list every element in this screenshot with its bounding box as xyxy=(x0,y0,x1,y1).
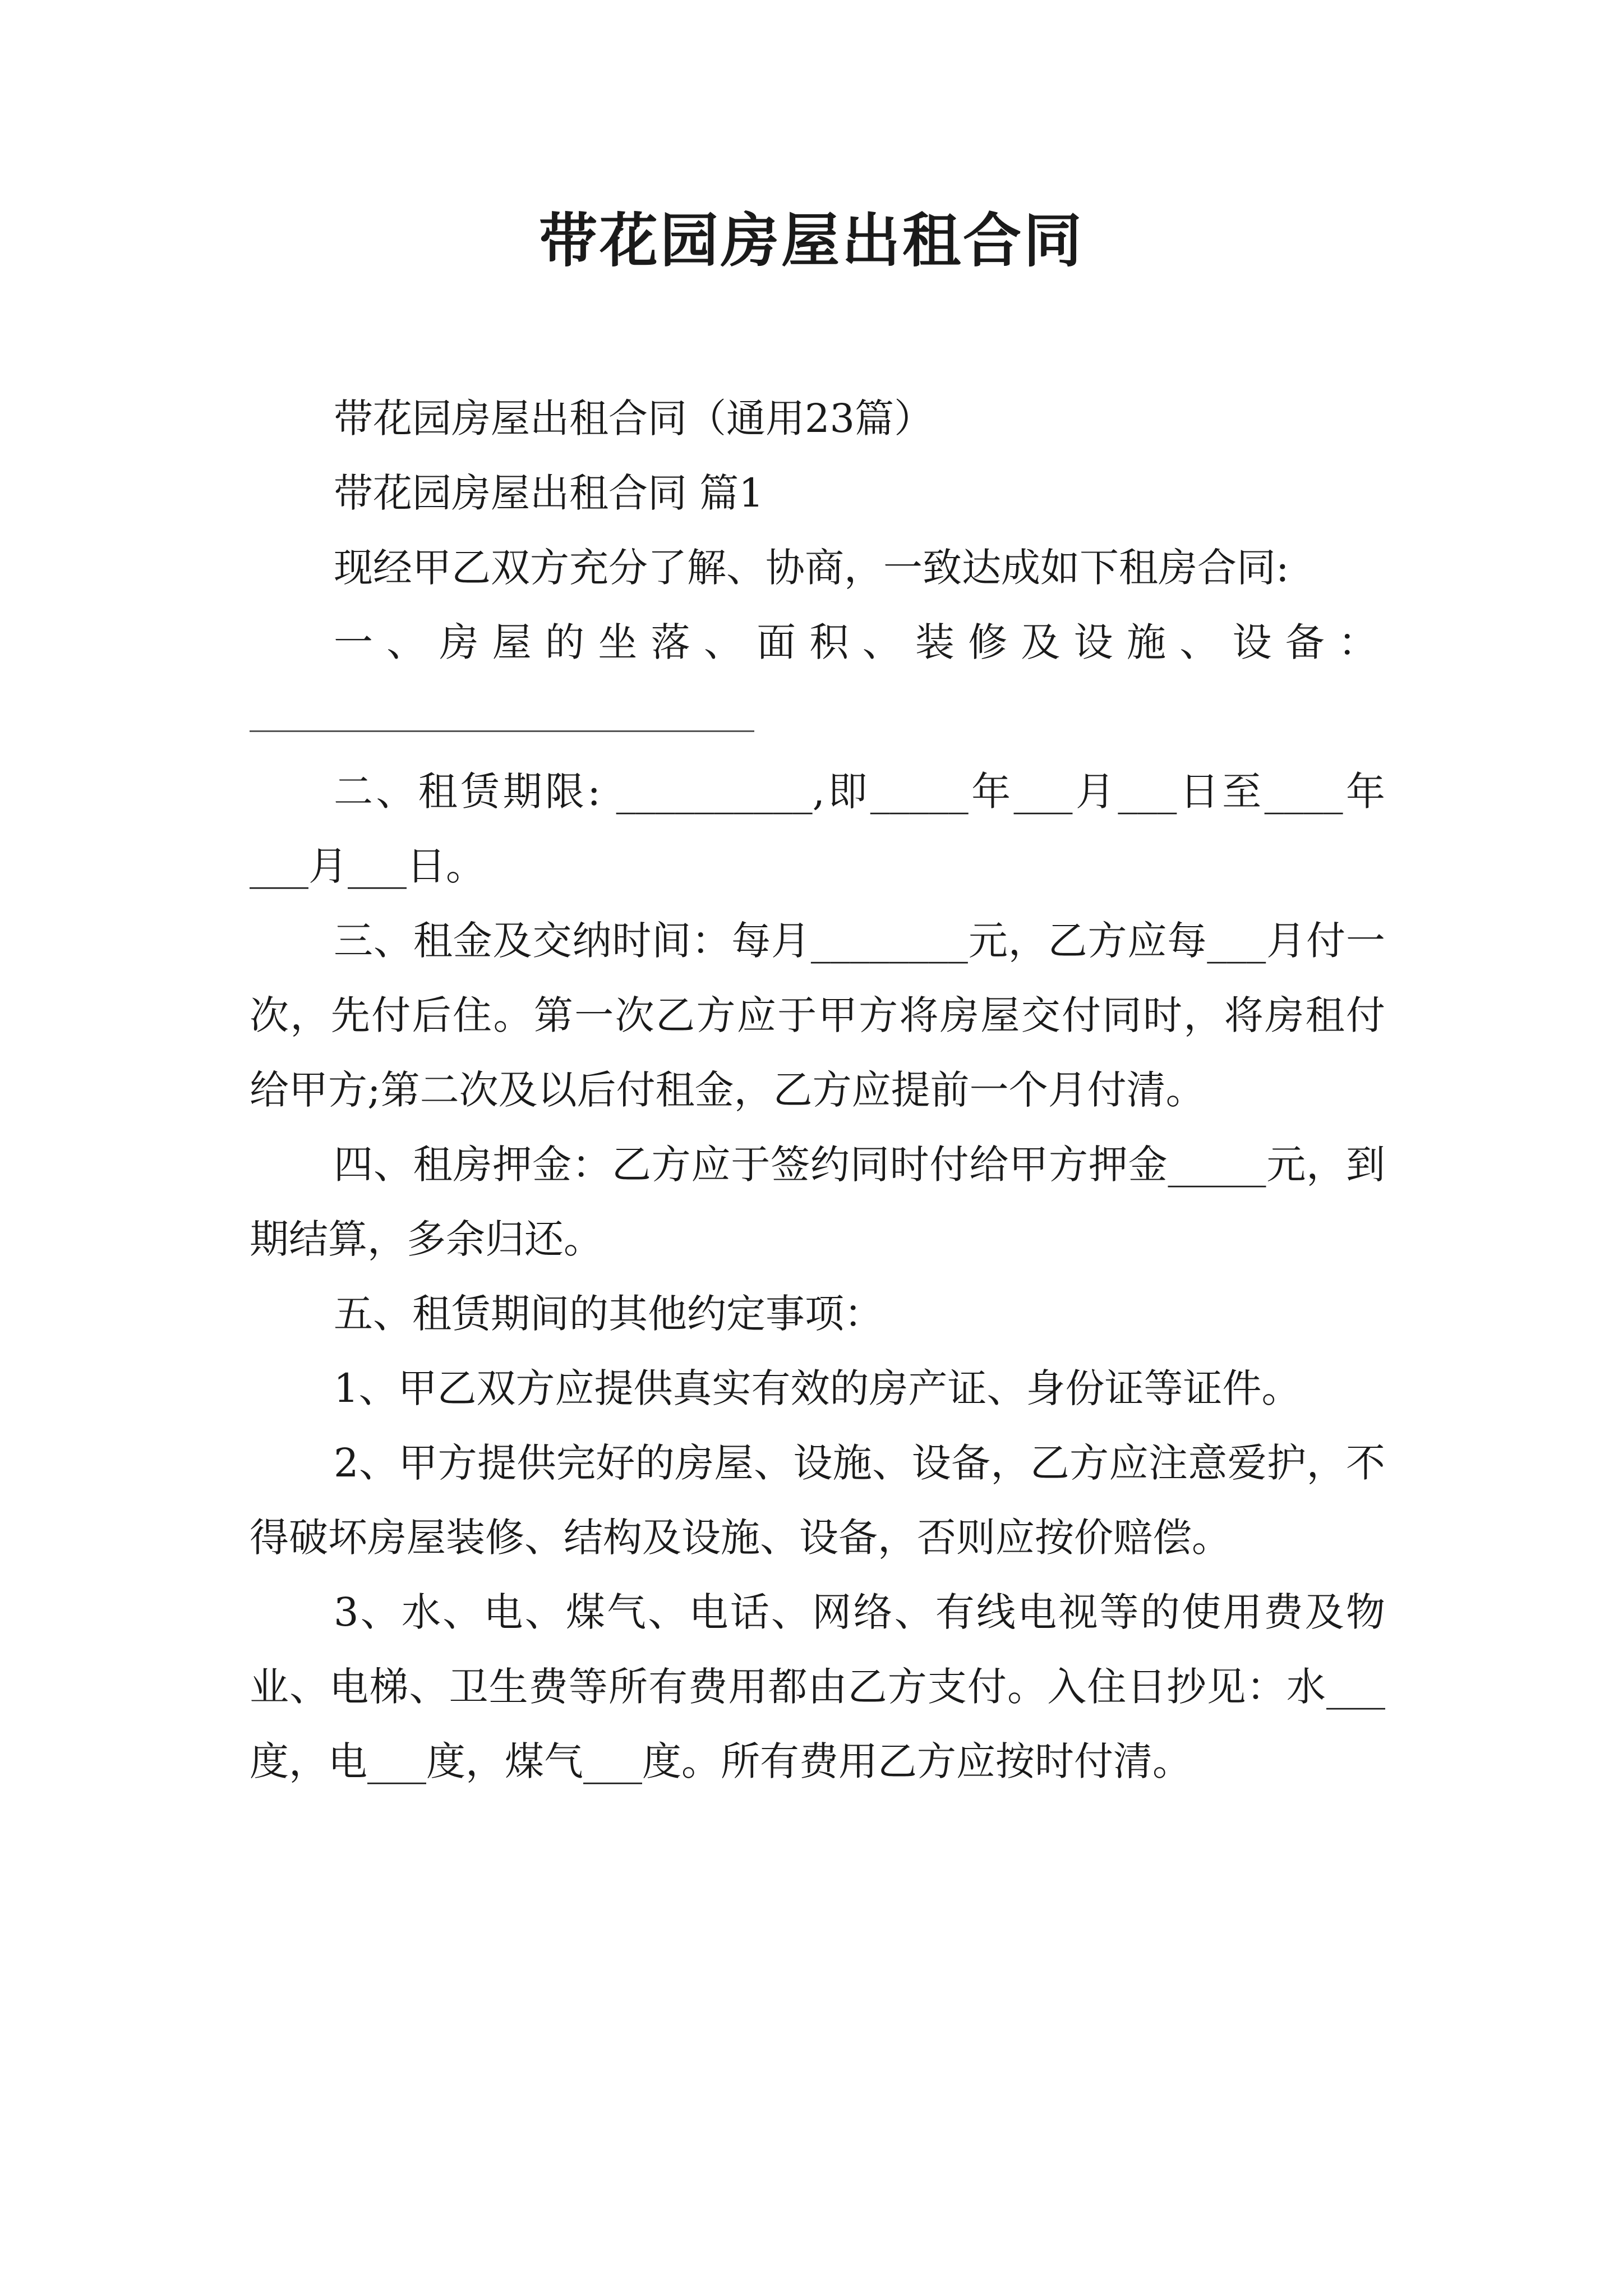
document-title: 带花园房屋出租合同 xyxy=(538,206,1084,275)
paragraph-item-3: 3、水、电、煤气、电话、网络、有线电视等的使用费及物业、电梯、卫生费等所有费用都由乙方支付。入住日抄见：水___度，电___度，煤气___度。所有费用乙方应按时付清。 xyxy=(250,1589,1385,1784)
paragraph-clause-1: 一、房屋的坐落、面积、装修及设施、设备： xyxy=(334,619,1385,665)
paragraph-clause-3: 三、租金及交纳时间：每月________元，乙方应每___月付一次，先付后住。第一次乙方应于甲方将房屋交付同时，将房租付给甲方;第二次及以后付租金，乙方应提前一个月付清。 xyxy=(250,918,1385,1113)
paragraph-clause-4: 四、租房押金：乙方应于签约同时付给甲方押金_____元，到期结算，多余归还。 xyxy=(250,1142,1385,1262)
paragraph-clause-5: 五、租赁期间的其他约定事项： xyxy=(334,1291,883,1337)
paragraph-clause-2: 二、租赁期限: __________,即_____年___月___日至____年___月___日。 xyxy=(250,769,1385,889)
paragraph-item-1: 1、甲乙双方应提供真实有效的房产证、身份证等证件。 xyxy=(334,1365,1301,1411)
paragraph-item-2: 2、甲方提供完好的房屋、设施、设备，乙方应注意爱护，不得破坏房屋装修、结构及设施、设备，否则应按价赔偿。 xyxy=(250,1440,1385,1561)
fill-in-blank-line xyxy=(250,657,754,732)
document-body xyxy=(250,381,1385,1799)
paragraph-intro: 现经甲乙双方充分了解、协商，一致达成如下租房合同: xyxy=(334,545,1289,591)
paragraph-section-heading: 带花园房屋出租合同 篇1 xyxy=(334,470,764,516)
paragraph-subtitle: 带花园房屋出租合同（通用23篇） xyxy=(334,395,934,441)
